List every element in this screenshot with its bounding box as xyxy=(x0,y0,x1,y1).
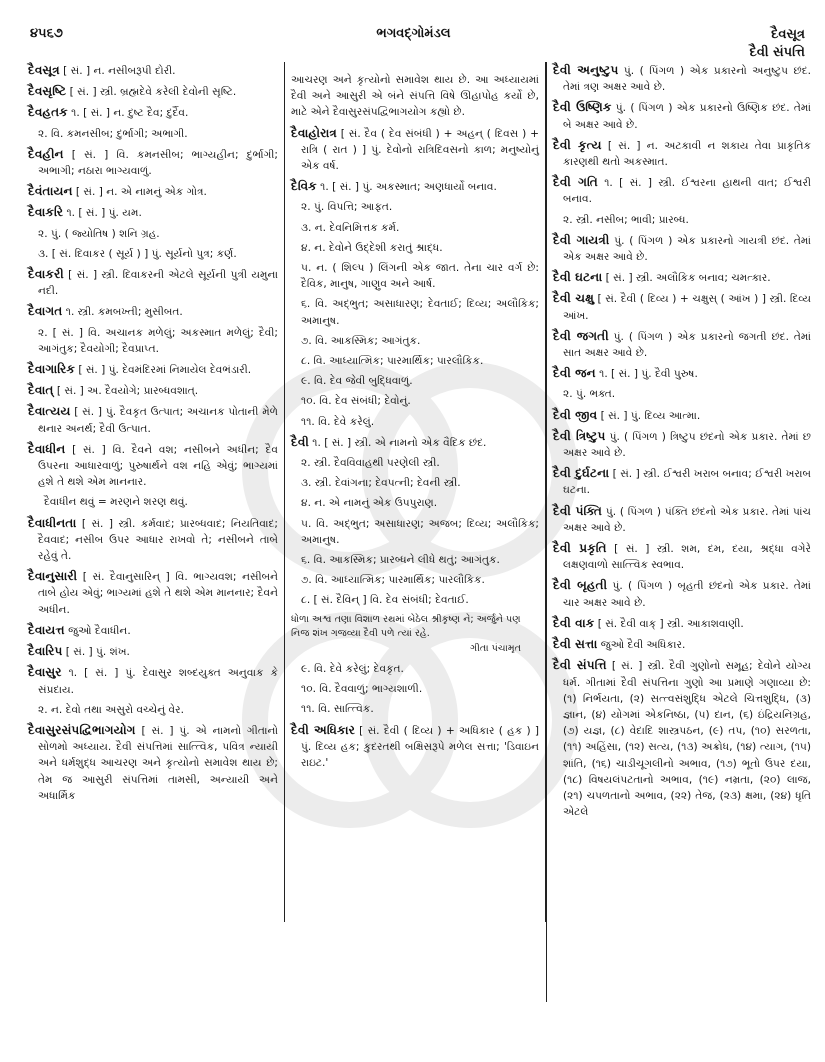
headword: દૈવી ત્રિષ્ટુપ xyxy=(553,428,606,443)
sense-definition: ૨. પું. ભક્ત. xyxy=(563,388,616,401)
page-number: ૪૫૬૭ xyxy=(30,26,63,41)
definition-text: [ સં. ] સ્ત્રી. દિવાકરની એટલે સૂર્યની પુત્રી યમુના નદી. xyxy=(38,269,278,298)
dictionary-entry xyxy=(553,290,811,323)
sense-definition: ૬. વિ. આકસ્મિક; પ્રારબ્ધને લીધે થતું; આગંતુક. xyxy=(301,554,500,567)
sense-definition: ૨. સ્ત્રી. દૈવવિવાહથી પરણેલી સ્ત્રી. xyxy=(301,457,440,470)
headword: દૈવી ચક્ષુ xyxy=(553,291,594,306)
definition-text: [ સં. ] સ્ત્રી. દૈવી ગુણોનો સમૂહ; દેવોને યોગ્ય ધર્મ. ગીતામાં દૈવી સંપત્તિના ગુણો આ પ્રમાણે ગણાવ્યા છે: (૧) નિર્ભયતા, (૨) સત્ત્વસંશુદ્ધિ એટલે ચિત્તશુદ્ધિ, (૩) જ્ઞાન, (૪) યોગમાં એકનિષ્ઠા, (૫) દાન, (૬) ઇંદ્રિયનિગ્રહ, (૭) યજ્ઞ, (૮) વેદાદિ શાસ્ત્રપઠન, (૯) તપ, (૧૦) સરળતા, (૧૧) અહિંસા, (૧૨) સત્ય, (૧૩) અક્રોધ, (૧૪) ત્યાગ, (૧૫) શાંતિ, (૧૬) ચાડીચૂગલીનો અભાવ, (૧૭) ભૂતો ઉપર દયા, (૧૮) વિષયલંપટતાનો અભાવ, (૧૯) નમ્રતા, (૨૦) લાજ, (૨૧) ચપળતાનો અભાવ, (૨૨) તેજ, (૨૩) ક્ષમા, (૨૪) ધૃતિ એટલે xyxy=(563,660,811,819)
headword: દૈવાત્ xyxy=(28,383,54,398)
dictionary-entry xyxy=(28,403,278,436)
sense-definition: ૨. પું. ( જ્યોતિષ ) શનિ ગ્રહ. xyxy=(38,227,160,240)
dictionary-entry xyxy=(28,266,278,299)
definition-text: [ સં. ] સ્ત્રી. બ્રહ્મદેવે કરેલી દેવોની સૃષ્ટિ. xyxy=(69,86,237,99)
definition-text: ૧. [ સં. ] પું. અકસ્માત; અણધાર્યો બનાવ. xyxy=(320,181,497,194)
sense-definition: ૨. પું. વિપત્તિ; આફત. xyxy=(301,201,393,214)
headword: દૈવાત્યય xyxy=(28,404,71,419)
definition-text: [ સં. ] ન. અટકાવી ન શકાય તેવા પ્રાકૃતિક કારણથી થતો અકસ્માત. xyxy=(563,139,811,169)
dictionary-entry xyxy=(28,722,278,804)
headword: દૈવી ઉષ્ણિક xyxy=(553,100,612,115)
definition-text: પું. ( પિંગળ ) પંક્તિ છંદનો એક પ્રકાર. તેમાં પાંચ અક્ષર આવે છે. xyxy=(563,505,811,534)
headword: દૈવી જીવ xyxy=(553,407,598,422)
definition-text: પું. ( પિંગળ ) એક પ્રકારનો અનુષ્ટુપ છંદ. તેમાં ત્રણ અક્ષર આવે છે. xyxy=(563,65,811,94)
dictionary-entry xyxy=(28,441,278,491)
definition-text: [ સં. ] સ્ત્રી. શમ, દમ, દયા, શ્રદ્ધા વગેરે લક્ષણવાળો સાત્ત્વિક સ્વભાવ. xyxy=(563,543,812,572)
sense-definition: ૨. ન. દેવો તથા અસુરો વચ્ચેનું વેર. xyxy=(38,703,184,716)
dictionary-entry xyxy=(553,657,811,820)
headword: દૈવહીન xyxy=(28,146,64,161)
headword: દૈવી જગતી xyxy=(553,328,609,343)
sense-definition: ૫. વિ. અદ્ભુત; અસાધારણ; અજબ; દિવ્ય; અલૌકિક; અમાનુષ. xyxy=(301,517,539,546)
dictionary-entry xyxy=(553,636,811,653)
headword: દૈવાસુરસંપદ્વિભાગયોગ xyxy=(28,722,136,737)
definition-text: [ સં. દૈવી વાક્ ] સ્ત્રી. આકાશવાણી. xyxy=(597,617,744,630)
headword: દૈવાકરિ xyxy=(28,205,64,220)
headword: દૈવિક xyxy=(291,179,317,194)
definition-text: [ સં. ] ન. નસીબરૂપી દોરી. xyxy=(63,65,176,77)
sense-definition: ૧૦. વિ. દૈવવાળું; ભાગ્યશાળી. xyxy=(301,683,423,696)
dictionary-entry xyxy=(553,540,811,573)
definition-text: જુઓ દૈવાધીન. xyxy=(68,624,131,637)
dictionary-entry xyxy=(553,269,811,286)
dictionary-entry xyxy=(553,428,811,461)
sense-definition: ૨. વિ. કમનસીબ; દુર્ભાગી; અભાગી. xyxy=(38,127,188,140)
definition-text: [ સં. ] સ્ત્રી. અલૌકિક બનાવ; ચમત્કાર. xyxy=(605,272,771,285)
sense-definition: ૭. વિ. આકસ્મિક; આગંતુક. xyxy=(301,334,421,347)
guide-words xyxy=(750,26,805,62)
headword: દૈવંતાયન xyxy=(28,184,73,199)
dictionary-entry xyxy=(553,465,811,498)
sense-definition: ૧૧. વિ. સાત્ત્વિક. xyxy=(301,703,374,716)
column-right-inner xyxy=(546,62,811,1002)
headword: દૈવી સત્તા xyxy=(553,637,598,652)
dictionary-entry xyxy=(553,365,811,382)
sense-definition: ૩. [ સં. દિવાકર ( સૂર્ય ) ] પું. સૂર્યનો પુત્ર; કર્ણ. xyxy=(38,247,237,260)
headword: દૈવી પ્રકૃતિ xyxy=(553,541,607,556)
definition-text: ૧. [ સં. ] ન. દુષ્ટ દૈવ; દુર્દૈવ. xyxy=(71,107,189,120)
definition-text: ૧. [ સં. ] સ્ત્રી. ઈશ્વરના હાથની વાત; ઈશ્વરી બનાવ. xyxy=(563,177,811,206)
dictionary-entry xyxy=(28,146,278,179)
definition-text: [ સં. દૈવી ( દિવ્ય ) + ચક્ષુસ્ ( આંખ ) ] સ્ત્રી. દિવ્ય આંખ. xyxy=(563,293,811,322)
definition-text: [ સં. ] પું. દિવ્ય આત્મા. xyxy=(600,409,701,422)
definition-text: પું. ( પિંગળ ) એક પ્રકારનો ગાયત્રી છંદ. તેમાં એક અક્ષર આવે છે. xyxy=(563,234,812,264)
citation-quote: ધોળા અશ્વ તણા વિશાળ રથમાં બેઠેલ શ્રીકૃષ્ણ ને; અર્જુને પણ નિજ શંખ ગજવ્યા દૈવી પળે ત્યાં રહે. xyxy=(291,613,521,639)
headword: દૈવસૃષ્ટિ xyxy=(28,84,67,99)
sense-definition: ૧૧. વિ. દેવે કરેલું. xyxy=(301,415,375,428)
dictionary-entry xyxy=(291,722,539,772)
definition-text: [ સં. દૈવાનુસારિન્ ] વિ. ભાગ્યવશ; નસીબને તાબે હોય એવું; ભાગ્યમાં હશે તે થશે એમ માનનાર; દૈવને અધીન. xyxy=(38,571,278,616)
sense-definition: ૨. [ સં. ] વિ. અચાનક મળેલું; અકસ્માત મળેલું; દૈવી; આગંતુક; દૈવયોગી; દૈવપ્રાપ્ત. xyxy=(38,326,278,355)
definition-text: [ સં. દૈવી ( દિવ્ય ) + અધિકાર ( હક ) ] પું. દિવ્ય હક; કુદરતથી બક્ષિસરૂપે મળેલ સત્તા; 'ડિવાઇન રાઇટ.' xyxy=(301,724,539,769)
page-header xyxy=(22,22,805,62)
definition-text: [ સં. ] ન. એ નામનું એક ગોત્ર. xyxy=(75,186,207,199)
headword: દૈવી વાક xyxy=(553,615,595,630)
headword: દૈવી ગાયત્રી xyxy=(553,232,610,247)
entry-continuation: આચરણ અને કૃત્યોનો સમાવેશ થાય છે. આ અધ્યાયમાં દૈવી અને આસુરી એ બંને સંપત્તિ વિષે ઊહાપોહ કર્યો છે, માટે એને દૈવાસુરસંપદ્વિભાગયોગ કહ્યો છે. xyxy=(291,74,539,119)
headword: દૈવી દુર્ઘટના xyxy=(553,466,610,481)
guide-word-top: દૈવસૂત્ર xyxy=(771,27,805,42)
headword: દૈવી કૃત્ય xyxy=(553,137,602,152)
sense-definition: ૧૦. વિ. દેવ સંબંધી; દેવોનું. xyxy=(301,395,411,408)
definition-text: [ સં. ] વિ. દૈવને વશ; નસીબને અધીન; દૈવ ઉપરના આધારવાળું; પુરુષાર્થને વશ નહિ એવું; ભાગ્યમાં હશે તે થશે એમ માનનાર. xyxy=(38,443,278,489)
headword: દૈવી જન xyxy=(553,366,596,381)
dictionary-entry xyxy=(553,174,811,207)
definition-text: પું. ( પિંગળ ) એક પ્રકારનો ઉષ્ણિક છંદ. તેમાં બે અક્ષર આવે છે. xyxy=(563,102,812,131)
headword: દૈવી સંપત્તિ xyxy=(553,658,607,673)
dictionary-entry xyxy=(28,622,278,639)
dictionary-entry xyxy=(28,664,278,697)
sense-definition: દૈવાધીન થવું = મરણને શરણ થવું. xyxy=(44,496,188,509)
headword: દૈવી પંક્તિ xyxy=(553,503,602,518)
sense-definition: ૭. વિ. આધ્યાત્મિક; પારમાર્થિક; પારલૌકિક. xyxy=(301,574,485,587)
dictionary-entry xyxy=(28,83,278,100)
definition-text: [ સં. ] વિ. કમનસીબ; ભાગ્યહીન; દુર્ભાગી; અભાગી; નઠારા ભાગ્યવાળું. xyxy=(38,148,278,178)
dictionary-entry xyxy=(553,62,811,95)
citation-source: ગીતા પંચામૃત xyxy=(470,642,521,654)
definition-text: [ સં. ] સ્ત્રી. ઈશ્વરી ખરાબ બનાવ; ઈશ્વરી ખરાબ ઘટના. xyxy=(563,468,811,497)
definition-text: [ સં. ] પું. દેવમંદિરમાં નિમાયેલ દેવભંડારી. xyxy=(78,364,252,377)
definition-text: ૧. [ સં. ] પું. યમ. xyxy=(66,207,142,220)
column-left xyxy=(22,62,284,1047)
definition-text: પું. ( પિંગળ ) બૃહતી છંદનો એક પ્રકાર. તેમાં ચાર અક્ષર આવે છે. xyxy=(563,580,812,609)
dictionary-entry xyxy=(28,104,278,121)
definition-text: જુઓ દૈવી અધિકાર. xyxy=(600,639,686,652)
dictionary-entry xyxy=(553,99,811,132)
dictionary-entry xyxy=(28,643,278,660)
headword: દૈવાગત xyxy=(28,304,63,319)
guide-word-bottom: દૈવી સંપત્તિ xyxy=(749,45,805,60)
sense-definition: ૬. વિ. અદ્ભુત; અસાધારણ; દેવતાઈ; દિવ્ય; અલૌકિક; અમાનુષ. xyxy=(301,298,539,327)
sense-definition: ૩. સ્ત્રી. દેવાંગના; દેવપત્ની; દેવની સ્ત્રી. xyxy=(301,477,461,490)
sense-definition: ૪. ન. એ નામનું એક ઉપપુરાણ. xyxy=(301,497,438,510)
dictionary-entry xyxy=(291,125,539,175)
sense-definition: ૯. વિ. દેવ જેવી બુદ્ધિવાળું. xyxy=(301,375,413,388)
headword: દૈવાગારિક xyxy=(28,362,75,377)
sense-definition: ૪. ન. દેવોને ઉદ્દેશી કરાતું શ્રાદ્ધ. xyxy=(301,241,443,254)
definition-text: ૧. સ્ત્રી. કમબખ્તી; મુસીબત. xyxy=(65,306,183,319)
column-right xyxy=(546,62,817,1047)
headword: દૈવાસુર xyxy=(28,665,62,680)
book-title: ભગવદ્ગોમંડલ xyxy=(376,26,451,41)
headword: દૈવી અધિકાર xyxy=(291,722,355,737)
headword: દૈવી xyxy=(291,434,309,449)
definition-text: ૧. [ સં. ] પું. દૈવી પુરુષ. xyxy=(599,368,698,381)
headword: દૈવાહોરાત્ર xyxy=(291,125,337,140)
headword: દૈવસૂત્ર xyxy=(28,63,60,77)
headword: દૈવાધીનતા xyxy=(28,515,77,530)
sense-definition: ૮. [ સં. દૈવિન્ ] વિ. દેવ સંબંધી; દેવતાઈ. xyxy=(301,594,469,607)
headword: દૈવાધીન xyxy=(28,441,66,456)
sense-definition: ૩. ન. દેવનિમિત્તક કર્મ. xyxy=(301,221,400,234)
headword: દૈવારિપ xyxy=(28,644,63,659)
dictionary-entry xyxy=(28,183,278,200)
sense-definition: ૫. ન. ( શિલ્પ ) લિંગની એક જાત. તેના ચાર વર્ગ છે: દૈવિક, માનુષ, ગાણુવ અને આર્ષ. xyxy=(301,262,539,291)
definition-text: [ સં. ] પું. શંખ. xyxy=(65,646,130,659)
sense-definition: ૨. સ્ત્રી. નસીબ; ભાવી; પ્રારબ્ધ. xyxy=(563,213,689,226)
dictionary-entry xyxy=(553,577,811,610)
dictionary-entry xyxy=(28,515,278,565)
dictionary-entry xyxy=(28,382,278,399)
dictionary-columns xyxy=(22,62,817,1047)
dictionary-entry xyxy=(553,407,811,424)
headword: દૈવાકરી xyxy=(28,267,64,282)
definition-text: ૧. [ સં. ] પું. દેવાસુર શબ્દયુક્ત અનુવાક કે સંપ્રદાય. xyxy=(38,667,278,696)
dictionary-entry xyxy=(553,137,811,170)
dictionary-entry xyxy=(28,361,278,378)
definition-text: પું. ( પિંગળ ) એક પ્રકારનો જગતી છંદ. તેમાં સાત અક્ષર આવે છે. xyxy=(563,330,811,360)
headword: દૈવી બૃહતી xyxy=(553,578,608,593)
dictionary-entry xyxy=(291,178,539,195)
dictionary-entry xyxy=(291,434,539,451)
dictionary-entry xyxy=(28,568,278,618)
dictionary-entry xyxy=(553,503,811,536)
dictionary-entry xyxy=(553,328,811,361)
definition-text: [ સં. ] પું. એ નામનો ગીતાનો સોળમો અધ્યાય. દૈવી સંપત્તિમાં સાત્ત્વિક, પવિત્ર ન્યાયી અને ધર્મશુદ્ધ આચરણ અને કૃત્યોનો સમાવેશ થાય છે; તેમ જ આસુરી સંપત્તિમાં તામસી, અન્યાયી અને અધાર્મિક xyxy=(38,724,278,802)
definition-text: [ સં. ] સ્ત્રી. કર્મવાદ; પ્રારબ્ધવાદ; નિયતિવાદ; દૈવવાદ; નસીબ ઉપર આધાર રાખવો તે; નસીબને તાબે રહેવું તે. xyxy=(38,517,278,563)
dictionary-entry xyxy=(553,232,811,265)
headword: દૈવહતક xyxy=(28,105,68,120)
dictionary-entry xyxy=(28,303,278,320)
definition-text: ૧. [ સં. ] સ્ત્રી. એ નામનો એક વૈદિક છંદ. xyxy=(312,436,487,449)
definition-text: [ સં. દૈવ ( દેવ સંબંધી ) + અહન્ ( દિવસ ) + રાત્રિ ( રાત ) ] પું. દેવોનો રાત્રિદિવસનો કાળ; મનુષ્યોનું એક વર્ષ. xyxy=(301,127,539,173)
sense-definition: ૮. વિ. આધ્યાત્મિક; પારમાર્થિક; પારલૌકિક. xyxy=(301,355,484,368)
headword: દૈવાનુસારી xyxy=(28,569,78,584)
headword: દૈવી ઘટના xyxy=(553,270,603,285)
definition-text: પું. ( પિંગળ ) ત્રિષ્ટુપ છંદનો એક પ્રકાર. તેમાં છ અક્ષર આવે છે. xyxy=(563,430,811,460)
headword: દૈવી અનુષ્ટુપ xyxy=(553,63,619,77)
definition-text: [ સં. ] અ. દૈવયોગે; પ્રારબ્ધવશાત્. xyxy=(56,385,199,398)
headword: દૈવાયત્ત xyxy=(28,622,65,637)
dictionary-entry xyxy=(28,62,278,79)
headword: દૈવી ગતિ xyxy=(553,175,598,190)
dictionary-entry xyxy=(28,204,278,221)
dictionary-entry xyxy=(553,615,811,632)
column-middle xyxy=(284,62,546,922)
sense-definition: ૯. વિ. દેવે કરેલું; દેવકૃત. xyxy=(301,662,404,675)
definition-text: [ સં. ] પું. દૈવકૃત ઉત્પાત; અચાનક પોતાની મેળે થનાર અનર્થ; દૈવી ઉત્પાત. xyxy=(38,406,278,435)
